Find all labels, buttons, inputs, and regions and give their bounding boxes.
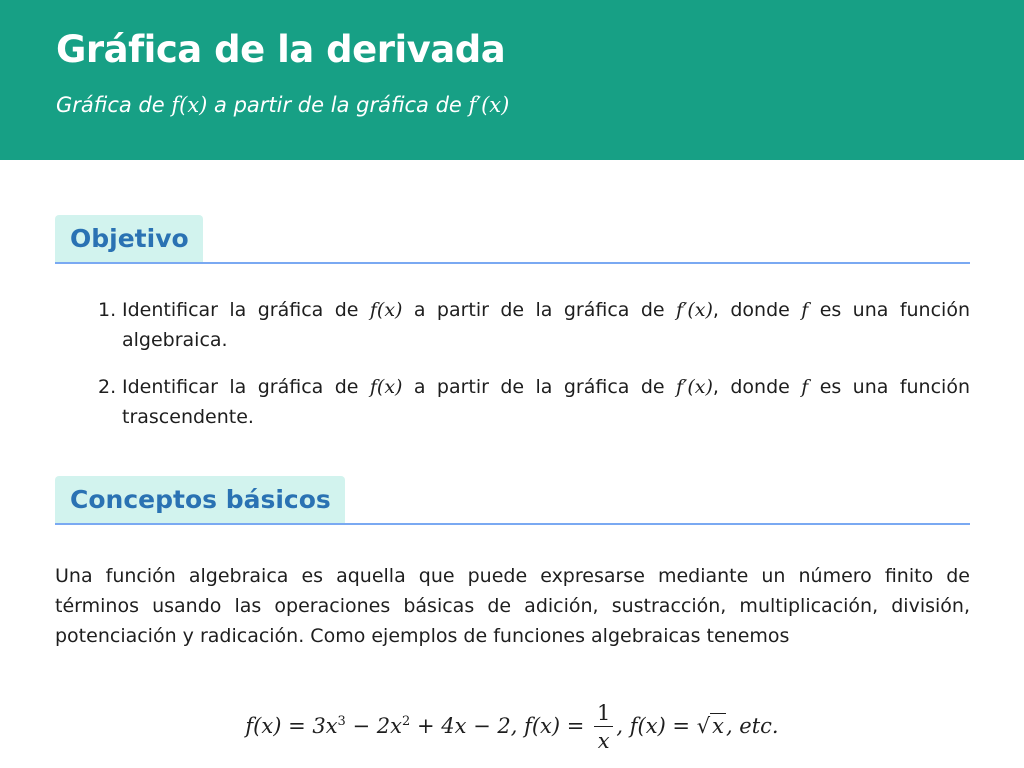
objective-math-var: f <box>801 376 809 398</box>
formula-part-3: + 4x − 2, f(x) = <box>410 714 592 738</box>
concept-paragraph: Una función algebraica es aquella que puede expresarse mediante un número finito de términos usando las operaciones básicas de adición, sustracción, multiplicación, división, potenciación y radicación. Como ejemplos de funciones algebraicas tenemos <box>55 565 970 647</box>
objective-number: 2. <box>98 376 117 398</box>
objective-math-var: f <box>801 299 809 321</box>
objective-math-fprime: f′(x) <box>676 299 713 321</box>
page-subtitle <box>56 93 509 117</box>
section-label-conceptos: Conceptos básicos <box>55 476 345 523</box>
subtitle-text-middle: a partir de la gráfica de <box>207 93 469 117</box>
objective-item <box>98 295 970 355</box>
objective-text-start: Identificar la gráfica de <box>122 299 370 321</box>
page-header <box>0 0 1024 160</box>
objective-math-f: f(x) <box>369 376 403 398</box>
section-objetivo <box>55 215 970 264</box>
fraction-denominator: x <box>597 729 610 753</box>
objective-text-end: es una función trascendente. <box>122 376 970 428</box>
objective-text-middle: a partir de la gráfica de <box>402 299 676 321</box>
subtitle-math-fprime: f′(x) <box>468 93 510 117</box>
formula-part-4: , f(x) = √ <box>616 714 711 738</box>
formula-part-1: f(x) = 3x <box>245 714 338 738</box>
objective-number: 1. <box>98 299 117 321</box>
objective-text-end: es una función algebraica. <box>122 299 970 351</box>
objective-math-f: f(x) <box>369 299 403 321</box>
objective-text-middle: a partir de la gráfica de <box>402 376 676 398</box>
formula-sqrt-argument: x <box>712 714 724 738</box>
fraction-numerator: 1 <box>594 700 613 727</box>
formula-part-2: − 2x <box>345 714 402 738</box>
formula-exponent-1: 3 <box>337 714 346 729</box>
objective-text-where: , donde <box>712 376 802 398</box>
objective-text-where: , donde <box>712 299 802 321</box>
formula-fraction <box>594 700 613 755</box>
subtitle-math-f: f(x) <box>171 93 208 117</box>
objective-item <box>98 372 970 432</box>
page-title: Gráfica de la derivada <box>56 28 506 71</box>
examples-formula <box>0 700 1024 755</box>
formula-exponent-2: 2 <box>401 714 411 729</box>
formula-part-5: , etc. <box>725 714 779 738</box>
subtitle-text-start: Gráfica de <box>56 93 172 117</box>
objective-math-fprime: f′(x) <box>676 376 713 398</box>
section-conceptos <box>55 476 970 525</box>
objectives-list <box>98 295 970 449</box>
section-label-objetivo: Objetivo <box>55 215 203 262</box>
objective-text-start: Identificar la gráfica de <box>122 376 370 398</box>
